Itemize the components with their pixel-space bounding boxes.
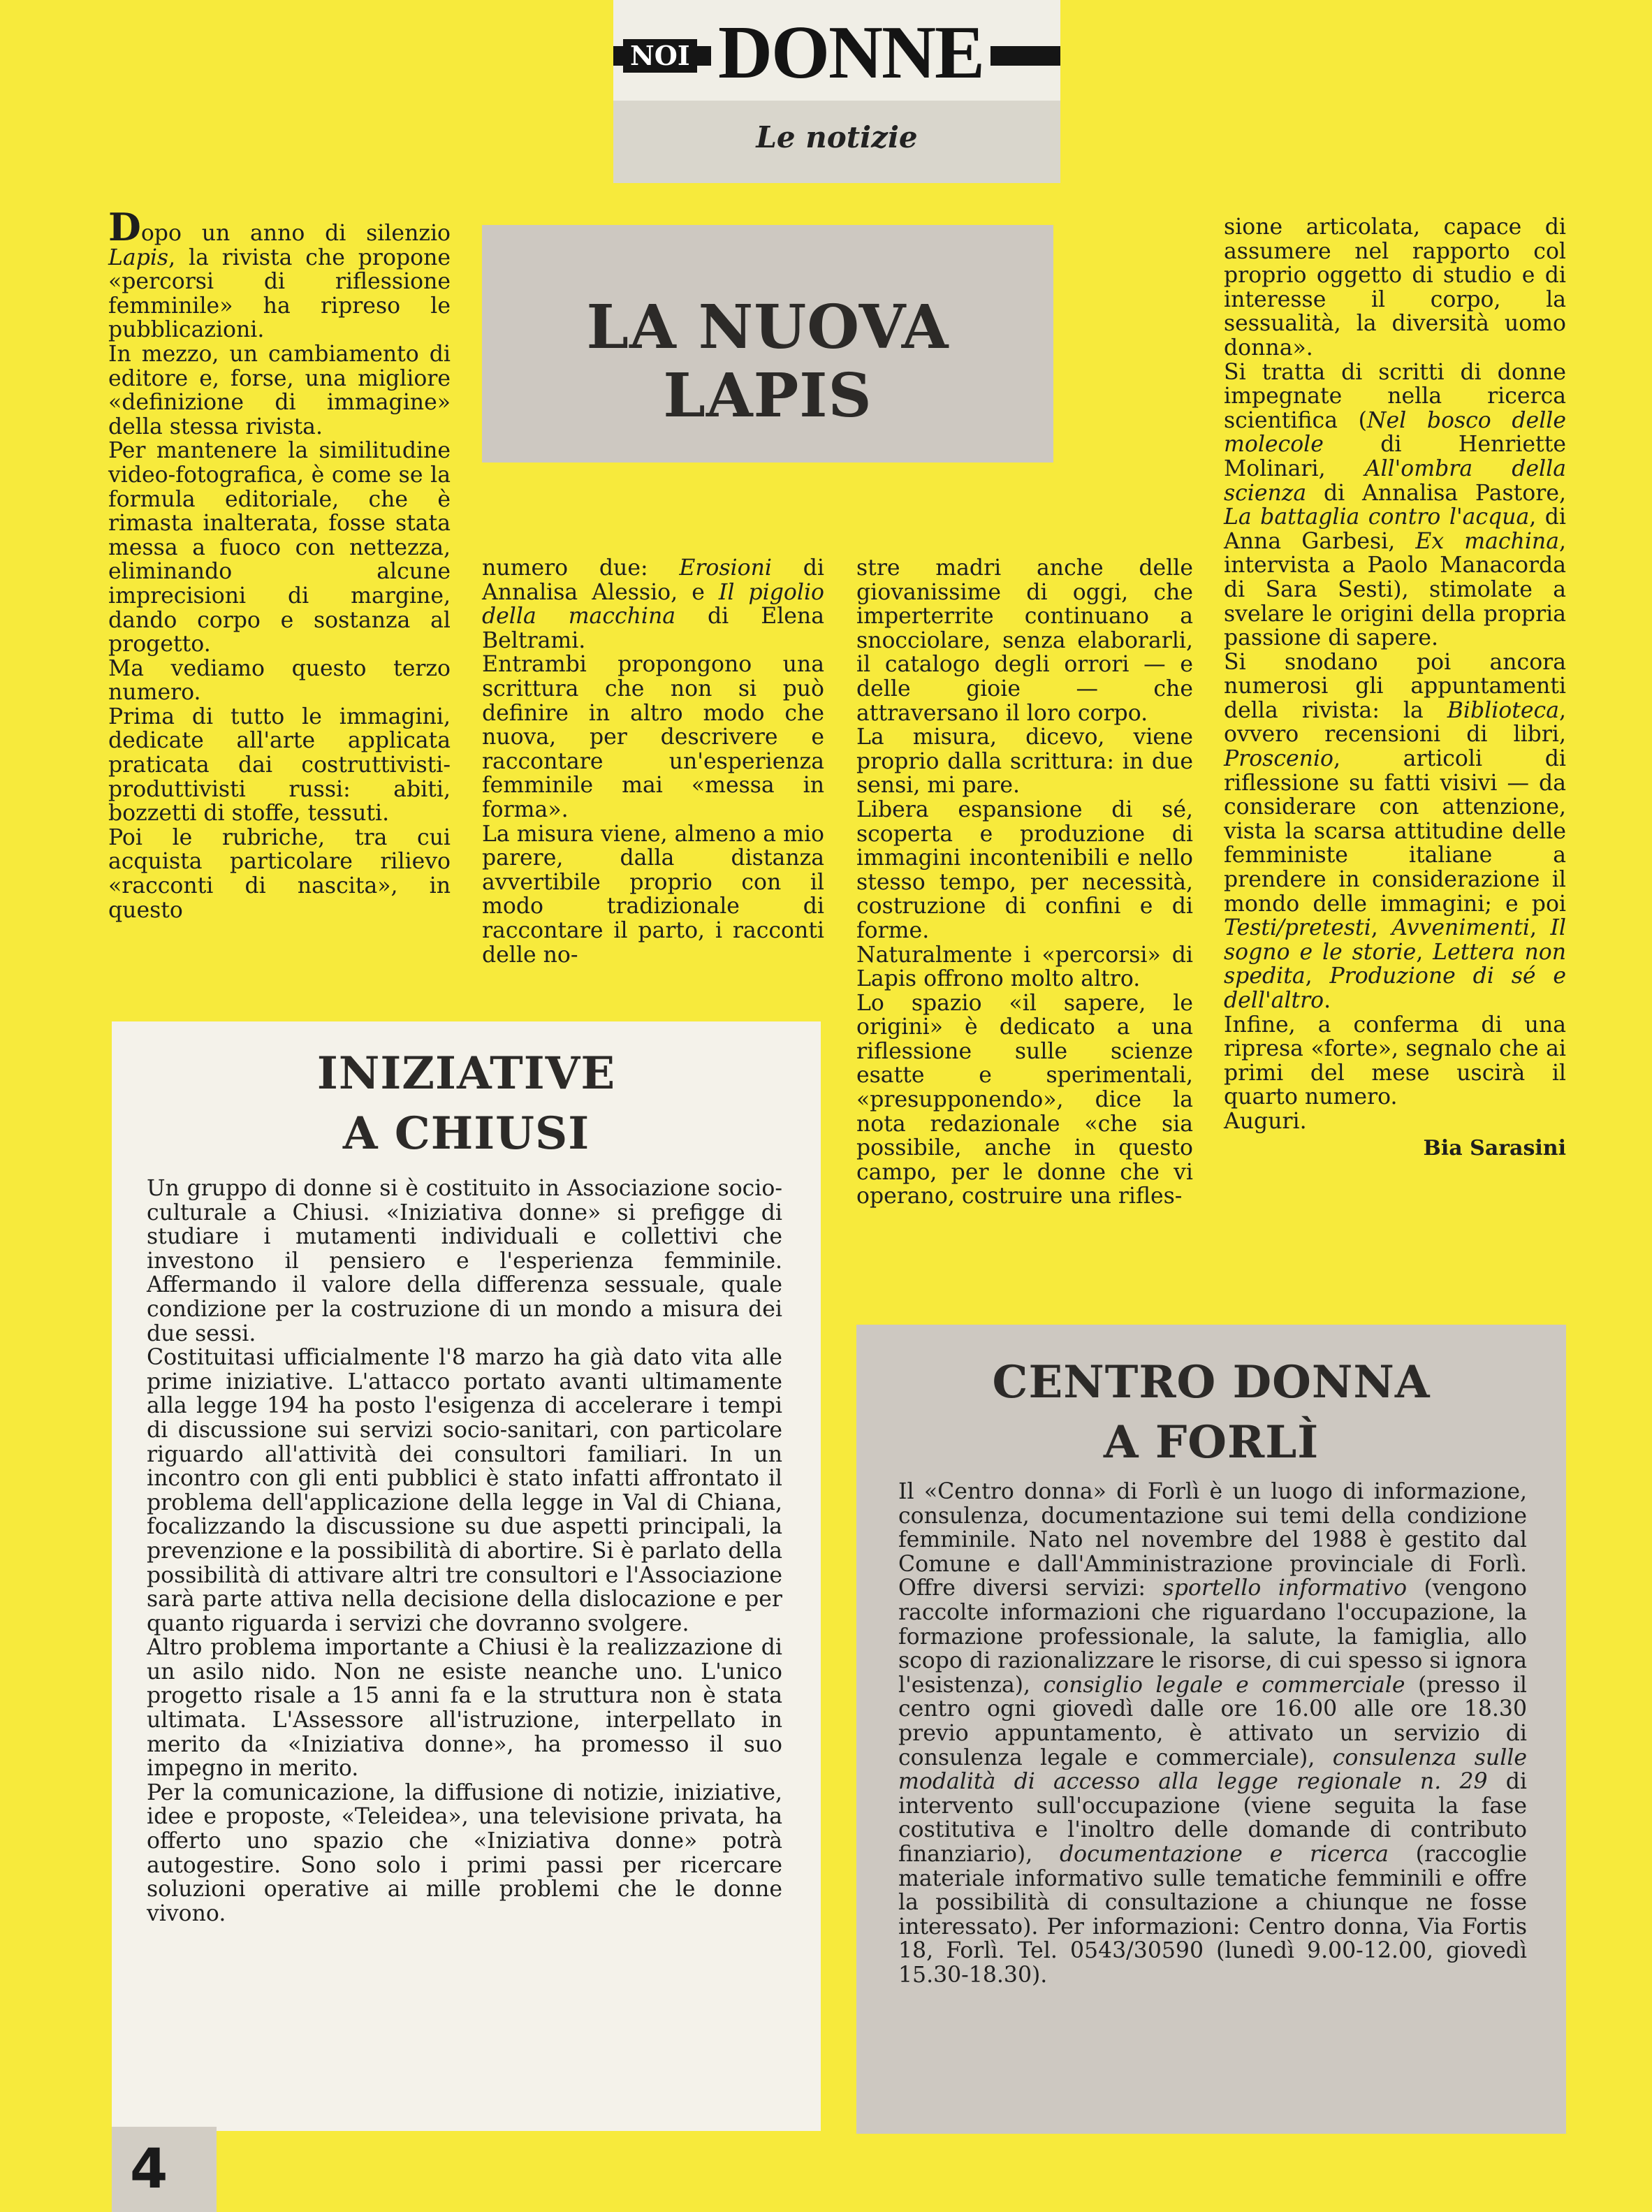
lapis-paragraph: sione articolata, capace di assumere nel rapporto col proprio oggetto di studio e di interesse il corpo, la sessualità, la diversità uomo donna». xyxy=(1224,214,1566,361)
forli-box xyxy=(856,1325,1566,2134)
lapis-paragraph: stre madri anche delle giovanissime di oggi, che imperterrite continuano a snocciolare, senza elaborarli, il catalogo degli orrori — e delle gioie — che attraversano il loro corpo. xyxy=(856,555,1193,726)
lapis-column-4 xyxy=(1224,215,1566,1160)
lapis-paragraph: Poi le rubriche, tra cui acquista particolare rilievo «racconti di nascita», in questo xyxy=(108,824,451,923)
forli-headline-line1: CENTRO DONNA xyxy=(992,1356,1431,1409)
chiusi-paragraph: Costituitasi ufficialmente l'8 marzo ha già dato vita alle prime iniziative. L'attacco portato avanti ultimamente alla legge 194 ha posto l'esigenza di accelerare i tempi di discussione sui servizi socio-sanitari, con particolare riguardo all'attività dei consultori familiari. In un incontro con gli enti pubblici è stato infatti affrontato il problema dell'applicazione della legge in Val di Chiana, focalizzando la discussione su due aspetti principali, la prevenzione e la possibilità di abortire. Si è parlato della possibilità di attivare altri tre consultori e l'Associazione sarà parte attiva nella decisione della dislocazione e per quanto riguarda i servizi che dovranno svolgere. xyxy=(147,1345,782,1636)
chiusi-paragraph: Un gruppo di donne si è costituito in Associazione socio-culturale a Chiusi. «Iniziativa donne» si prefigge di studiare i mutamenti individuali e collettivi che investono il pensiero e l'esperienza femminile. Affermando il valore della differenza sessuale, quale condizione per la costruzione di un mondo a misura dei due sessi. xyxy=(147,1176,782,1346)
lapis-paragraph: Naturalmente i «percorsi» di Lapis offrono molto altro. xyxy=(856,942,1193,992)
lapis-paragraph: Si snodano poi ancora numerosi gli appuntamenti della rivista: la Biblioteca, ovvero recensioni di libri, Proscenio, articoli di riflessione su fatti visivi — da considerare con attenzione, vista la scarsa attitudine delle femministe italiane a prendere in considerazione il mondo delle immagini; e poi Testi/pretesti, Avvenimenti, Il sogno e le storie, Lettera non spedita, Produzione di sé e dell'altro. xyxy=(1224,649,1567,1013)
lapis-paragraph: Si tratta di scritti di donne impegnate nella ricerca scientifica (Nel bosco delle molecole di Henriette Molinari, All'ombra della scienza di Annalisa Pastore, La battaglia contro l'acqua, di Anna Garbesi, Ex machina, intervista a Paolo Manacorda di Sara Sesti), stimolate a svelare le origini della propria passione di sapere. xyxy=(1224,359,1567,651)
page-number: 4 xyxy=(112,2127,217,2212)
lapis-column-3 xyxy=(856,556,1193,1209)
lapis-paragraph: Per mantenere la similitudine video-fotografica, è come se la formula editoriale, che è rimasta inalterata, fosse stata messa a fuoco con nettezza, eliminando alcune imprecisioni di margine, dando corpo e sostanza al progetto. xyxy=(108,438,451,657)
section-subtitle: Le notizie xyxy=(756,120,918,154)
lapis-paragraph: Ma vediamo questo terzo numero. xyxy=(108,655,451,706)
chiusi-headline xyxy=(112,1044,821,1164)
lapis-paragraph: Libera espansione di sé, scoperta e produzione di immagini incontenibili e nello stesso tempo, per necessità, costruzione di confini e di forme. xyxy=(856,796,1193,943)
drop-cap: D xyxy=(108,205,141,249)
lapis-paragraph: Auguri. xyxy=(1224,1108,1307,1134)
lapis-paragraph: Dopo un anno di silenzio Lapis, la rivista che propone «percorsi di riflessione femminile» ha ripreso le pubblicazioni. xyxy=(108,205,451,343)
lapis-paragraph: In mezzo, un cambiamento di editore e, forse, una migliore «definizione di immagine» della stessa rivista. xyxy=(108,341,451,439)
forli-body xyxy=(898,1480,1527,1987)
lapis-headline-line2: LAPIS xyxy=(663,361,872,431)
lapis-paragraph: Infine, a conferma di una ripresa «forte», segnalo che ai primi del mese uscirà il quarto numero. xyxy=(1224,1012,1566,1110)
chiusi-box xyxy=(112,1021,821,2131)
chiusi-paragraph: Per la comunicazione, la diffusione di notizie, iniziative, idee e proposte, «Teleidea», una televisione privata, ha offerto uno spazio che «Iniziativa donne» potrà autogestire. Sono solo i primi passi per ricercare soluzioni operative ai mille problemi che le donne vivono. xyxy=(147,1780,782,1926)
lapis-paragraph: Entrambi propongono una scrittura che non si può definire in altro modo che nuova, per descrivere e raccontare un'esperienza femminile mai «messa in forma». xyxy=(482,652,824,822)
forli-paragraph: Il «Centro donna» di Forlì è un luogo di informazione, consulenza, documentazione sui temi della condizione femminile. Nato nel novembre del 1988 è gestito dal Comune e dall'Amministrazione provinciale di Forlì. Offre diversi servizi: sportello informativo (vengono raccolte informazioni che riguardano l'occupazione, la formazione professionale, la salute, la famiglia, allo scopo di razionalizzare le risorse, di cui spesso si ignora l'esistenza), consiglio legale e commerciale (presso il centro ogni giovedì dalle ore 16.00 alle ore 18.30 previo appuntamento, è attivato un servizio di consulenza legale e commerciale), consulenza sulle modalità di accesso alla legge regionale n. 29 di intervento sull'occupazione (viene seguita la fase costitutiva e l'inoltro delle domande di contributo finanziario), documentazione e ricerca (raccoglie materiale informativo sulle tematiche femminili e offre la possibilità di consultazione a chiunque ne fosse interessato). Per informazioni: Centro donna, Via Fortis 18, Forlì. Tel. 0543/30590 (lunedì 9.00-12.00, giovedì 15.30-18.30). xyxy=(898,1479,1528,1988)
forli-headline xyxy=(856,1353,1566,1473)
lapis-paragraph: numero due: Erosioni di Annalisa Alessio, e Il pigolio della macchina di Elena Beltrami. xyxy=(482,555,824,653)
lapis-paragraph: Prima di tutto le immagini, dedicate all'arte applicata praticata dai costruttivisti-produttivisti russi: abiti, bozzetti di stoffe, tessuti. xyxy=(108,704,451,827)
lapis-headline-line1: LA NUOVA xyxy=(586,292,949,363)
lapis-headline-box xyxy=(482,225,1053,463)
lapis-paragraph: La misura viene, almeno a mio parere, dalla distanza avvertibile proprio con il modo tradizionale di raccontare il parto, i racconti delle no- xyxy=(482,821,824,968)
logo-noi: NOI xyxy=(623,39,697,73)
chiusi-body xyxy=(147,1177,782,1926)
lapis-author: Bia Sarasini xyxy=(1423,1135,1566,1160)
logo-donne: DONNE xyxy=(711,20,991,87)
forli-headline-line2: A FORLÌ xyxy=(1103,1416,1320,1469)
masthead xyxy=(613,0,1060,183)
chiusi-headline-line2: A CHIUSI xyxy=(342,1107,590,1160)
lapis-headline xyxy=(482,293,1053,430)
lapis-paragraph: Lo spazio «il sapere, le origini» è dedicato a una riflessione sulle scienze esatte e sperimentali, «presupponendo», dice la nota redazionale «che sia possibile, anche in questo campo, per le donne che vi operano, costruire una rifles- xyxy=(856,990,1193,1209)
lapis-column-2 xyxy=(482,556,824,967)
lapis-paragraph: La misura, dicevo, viene proprio dalla scrittura: in due sensi, mi pare. xyxy=(856,725,1193,799)
lapis-column-1 xyxy=(108,205,451,923)
chiusi-headline-line1: INIZIATIVE xyxy=(316,1047,616,1100)
chiusi-paragraph: Altro problema importante a Chiusi è la realizzazione di un asilo nido. Non ne esiste neanche uno. L'unico progetto risale a 15 anni fa e la struttura non è stata ultimata. L'Assessore all'istruzione, interpellato in merito da «Iniziativa donne», ha promesso il suo impegno in merito. xyxy=(147,1635,782,1782)
magazine-logo xyxy=(613,11,1060,94)
